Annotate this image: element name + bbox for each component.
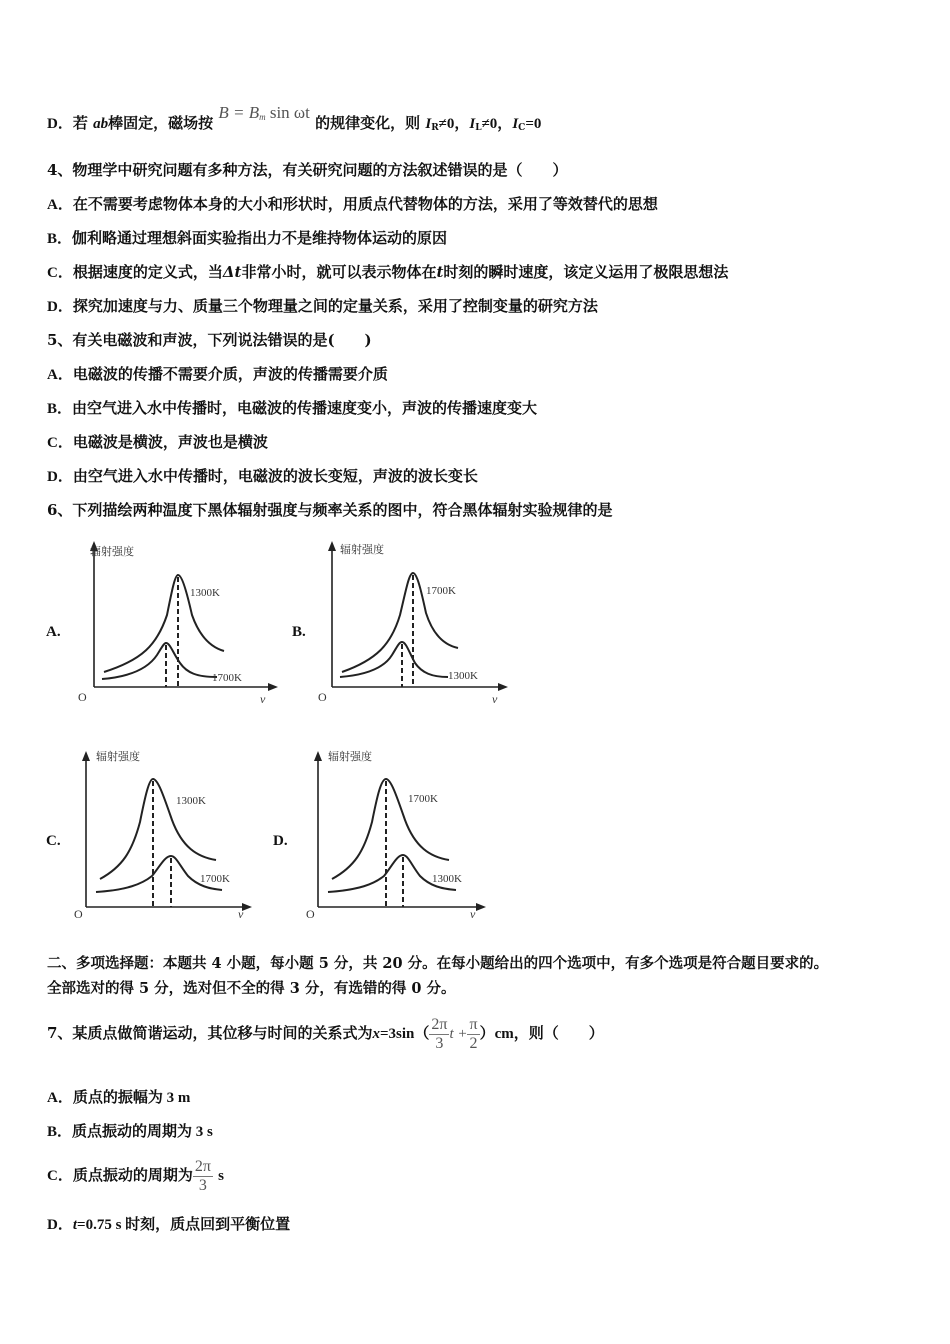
option-label: A． xyxy=(47,1090,73,1106)
denominator: 3 xyxy=(435,1034,444,1052)
option-text: 由空气进入水中传播时，电磁波的传播速度变小，声波的传播速度变大 xyxy=(72,399,538,417)
option-label: D． xyxy=(47,116,73,132)
section2-intro-line1: 二、多项选择题：本题共 4 小题，每小题 5 分，共 20 分。在每小题给出的四个选项中，有多个选项是符合题目要求的。 xyxy=(47,955,829,972)
high-curve-label: 1300K xyxy=(176,795,206,807)
option-text: 质点振动的周期为 xyxy=(72,1168,193,1184)
option-label: B． xyxy=(47,1124,73,1140)
x-axis-label: ν xyxy=(492,692,498,705)
x-axis-label: ν xyxy=(260,692,266,705)
value: =0 xyxy=(525,116,542,132)
low-curve-label: 1300K xyxy=(448,670,478,682)
formula-text: B = B xyxy=(218,103,260,122)
q7-option-d xyxy=(47,1214,290,1235)
figure-d-label: D. xyxy=(273,833,288,849)
q5-stem: 5、有关电磁波和声波，下列说法错误的是( ) xyxy=(47,331,372,349)
q5-option-c xyxy=(47,432,268,453)
var-t: t xyxy=(436,263,444,281)
y-axis-label: 辐射强度 xyxy=(90,546,134,558)
figure-c-label: C. xyxy=(46,833,61,849)
figure-b-chart xyxy=(316,535,516,705)
option-label: A． xyxy=(47,367,73,383)
formula-b xyxy=(218,103,310,122)
option-text: 电磁波是横波，声波也是横波 xyxy=(72,433,268,451)
var-delta-t: Δt xyxy=(222,263,242,281)
text: 若 xyxy=(72,114,88,132)
option-text: =0.75 s 时刻，质点回到平衡位置 xyxy=(77,1217,291,1233)
option-text: 非常小时，就可以表示物体在 xyxy=(241,263,437,281)
fraction-pi-over-2 xyxy=(467,1016,479,1053)
origin-label: O xyxy=(306,907,315,921)
option-text: 由空气进入水中传播时，电磁波的波长变短，声波的波长变长 xyxy=(72,467,478,485)
option-label: D． xyxy=(47,299,73,315)
stem-text: ）cm，则（ ） xyxy=(479,1026,604,1042)
fraction-2pi-over-3 xyxy=(429,1016,449,1053)
sub: R xyxy=(431,123,439,133)
option-label: A． xyxy=(47,197,73,213)
high-curve-label: 1300K xyxy=(190,587,220,599)
denominator: 3 xyxy=(198,1176,207,1194)
x-axis-label: ν xyxy=(238,907,244,921)
q4-stem: 4、物理学中研究问题有多种方法，有关研究问题的方法叙述错误的是（ ） xyxy=(47,161,568,179)
q5-option-a xyxy=(47,364,388,385)
q7-option-c xyxy=(47,1153,224,1198)
q4-option-c xyxy=(47,262,728,283)
option-text: 伽利略通过理想斜面实验指出力不是维持物体运动的原因 xyxy=(72,229,448,247)
low-curve-label: 1700K xyxy=(212,672,242,684)
high-curve-label: 1700K xyxy=(426,585,456,597)
q5-option-b xyxy=(47,398,537,419)
current-ir: I xyxy=(425,116,432,132)
figure-a-chart xyxy=(72,535,282,705)
q7-option-b xyxy=(47,1121,213,1142)
stem-text: =3sin（ xyxy=(379,1026,430,1042)
q4-option-d xyxy=(47,296,598,317)
option-text: 质点振动的周期为 3 s xyxy=(72,1124,213,1140)
option-text: 时刻的瞬时速度，该定义运用了极限思想法 xyxy=(443,263,729,281)
option-text: 根据速度的定义式，当 xyxy=(72,263,223,281)
var-x: x xyxy=(372,1026,380,1042)
option-label: C． xyxy=(47,1168,73,1184)
option-label: B． xyxy=(47,231,73,247)
figure-a-label: A. xyxy=(46,624,61,640)
q4-option-b xyxy=(47,228,447,249)
q7-option-a xyxy=(47,1087,190,1108)
origin-label: O xyxy=(74,907,83,921)
formula-tail: sin ωt xyxy=(265,103,310,122)
q3-option-d xyxy=(47,103,542,138)
sub: C xyxy=(518,123,526,133)
text: 的规律变化，则 xyxy=(315,114,421,132)
var-ab: ab xyxy=(93,116,109,132)
option-text: 电磁波的传播不需要介质，声波的传播需要介质 xyxy=(72,365,388,383)
q4-option-a xyxy=(47,194,658,215)
numerator: 2π xyxy=(431,1015,448,1033)
sub: L xyxy=(475,123,482,133)
stem-text: 7、某质点做简谐运动，其位移与时间的关系式为 xyxy=(47,1024,373,1042)
x-axis-label: ν xyxy=(470,907,476,921)
figure-d-chart xyxy=(302,742,502,922)
low-curve-label: 1700K xyxy=(200,873,230,885)
section2-intro-line2: 全部选对的得 5 分，选对但不全的得 3 分，有选错的得 0 分。 xyxy=(47,980,456,997)
option-text: 在不需要考虑物体本身的大小和形状时，用质点代替物体的方法，采用了等效替代的思想 xyxy=(72,195,658,213)
high-curve-label: 1700K xyxy=(408,793,438,805)
t-plus: t + xyxy=(449,1026,468,1042)
option-label: C． xyxy=(47,265,73,281)
low-curve-label: 1300K xyxy=(432,873,462,885)
origin-label: O xyxy=(318,690,327,704)
option-label: D． xyxy=(47,469,73,485)
q7-stem xyxy=(47,1008,604,1059)
text: 棒固定，磁场按 xyxy=(108,114,214,132)
current-ic: I xyxy=(512,116,519,132)
numerator: π xyxy=(469,1015,478,1033)
y-axis-label: 辐射强度 xyxy=(328,751,372,763)
formula-sub: m xyxy=(259,112,266,122)
unit: s xyxy=(218,1168,225,1184)
q6-stem: 6、下列描绘两种温度下黑体辐射强度与频率关系的图中，符合黑体辐射实验规律的是 xyxy=(47,501,613,519)
var-t: t xyxy=(72,1217,78,1233)
q5-option-d xyxy=(47,466,478,487)
option-text: 探究加速度与力、质量三个物理量之间的定量关系，采用了控制变量的研究方法 xyxy=(72,297,598,315)
fraction-2pi-over-3 xyxy=(193,1158,213,1195)
y-axis-label: 辐射强度 xyxy=(96,751,140,763)
y-axis-label: 辐射强度 xyxy=(340,544,384,556)
figure-b-label: B. xyxy=(292,624,306,640)
value: ≠0， xyxy=(481,116,513,132)
option-text: 质点的振幅为 3 m xyxy=(72,1090,191,1106)
numerator: 2π xyxy=(194,1157,211,1175)
current-il: I xyxy=(469,116,476,132)
denominator: 2 xyxy=(469,1034,478,1052)
option-label: D． xyxy=(47,1217,73,1233)
origin-label: O xyxy=(78,690,87,704)
value: ≠0， xyxy=(438,116,470,132)
figure-c-chart xyxy=(72,742,262,922)
option-label: C． xyxy=(47,435,73,451)
option-label: B． xyxy=(47,401,73,417)
